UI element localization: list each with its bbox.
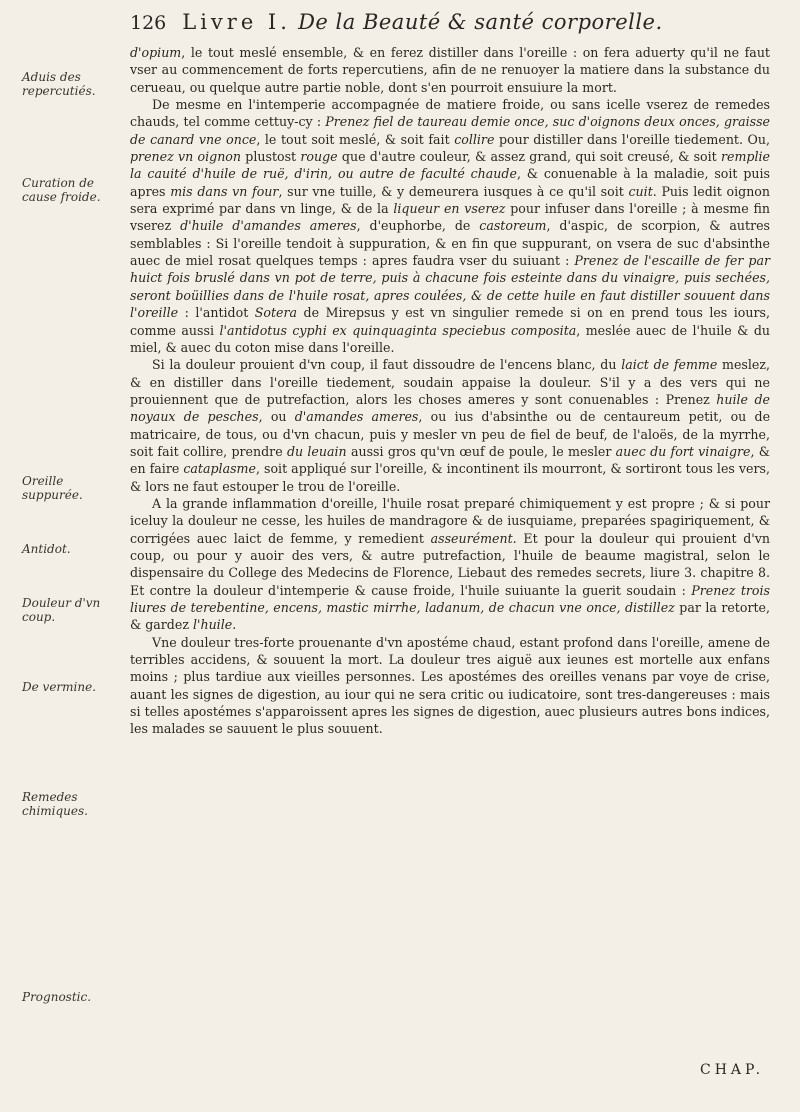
text-segment: meslez, & en distiller dans l'oreille tiedement, soudain appaise la douleur. S'il y a des vers qui ne prouiennent que de putrefaction, alors les choses ameres y sont conuenables : Prenez: [130, 357, 770, 407]
text-segment: plustost: [241, 149, 301, 165]
italic-text: auec du fort vinaigre: [615, 443, 751, 459]
italic-text: Prenez trois liures de terebentine, encens, mastic mirrhe, ladanum, de chacun vne once, distillez: [130, 582, 770, 615]
italic-text: huile de noyaux de pesches: [130, 391, 770, 425]
body-text: [130, 44, 770, 738]
margin-note: Douleur d'vn coup.: [22, 596, 101, 624]
text-segment: , soit appliqué sur l'oreille, & incontinent ils mourront, & sortiront tous les vers, & lors ne faut estouper le trou de l'oreille.: [130, 461, 770, 494]
paragraph: [130, 634, 770, 738]
italic-text: prenez vn oignon: [130, 149, 241, 165]
text-segment: Si la douleur prouient d'vn coup, il faut dissoudre de l'encens blanc, du: [152, 357, 622, 373]
italic-text: cataplasme: [183, 461, 256, 477]
italic-text: Prenez fiel de taureau demie once, suc d'oignons deux onces, graisse de canard vne once: [130, 114, 770, 147]
italic-text: Sotera: [254, 305, 298, 321]
italic-text: d'huile d'amandes ameres: [180, 218, 357, 234]
text-segment: : l'antidot: [178, 305, 255, 321]
text-segment: , le tout meslé ensemble, & en ferez distiller dans l'oreille : on fera aduerty qu'il ne faut vser au commencement de forts repercutiens, afin de ne renuoyer la matiere dans la substance du cerueau, ou quelque autre partie noble, dont s'en pourroit ensuiure la mort.: [130, 45, 770, 95]
text-segment: . Puis ledit oignon sera exprimé par dans vn linge, & de la: [130, 183, 771, 217]
italic-text: d'amandes ameres: [294, 409, 419, 425]
margin-note: De vermine.: [22, 680, 97, 694]
text-segment: pour distiller dans l'oreille tiedement. Ou,: [494, 131, 770, 147]
paragraph: [130, 356, 770, 495]
text-segment: . Et pour la douleur qui prouient d'vn coup, ou pour y auoir des vers, & autre putrefaction, l'huile de beaume magistral, selon le dispensaire du College des Medecins de Florence, Liebaut des remedes secrets, liure 3. chapitre 8. Et contre la douleur d'intemperie & cause froide, l'huile suiuante la guerit soudain :: [130, 530, 770, 598]
text-segment: par la retorte, & gardez: [130, 600, 770, 633]
text-segment: .: [232, 617, 237, 633]
text-segment: , meslée auec de l'huile & du miel, & auec du coton mise dans l'oreille.: [130, 322, 770, 355]
paragraph: [130, 96, 770, 356]
italic-text: laict de femme: [621, 357, 718, 373]
italic-text: rouge: [300, 149, 338, 165]
text-segment: , ou ius d'absinthe ou de centaureum petit, ou de matricaire, de tous, ou d'vn chacun, puis y mesler vn peu de fiel de beuf, de l'aloës, de la myrrhe, soit fait collire, prendre: [130, 409, 771, 459]
text-segment: de Mirepsus y est vn singulier remede si on en prend tous les iours, comme aussi: [130, 305, 770, 338]
italic-text: l'huile: [192, 617, 233, 633]
text-segment: aussi gros qu'vn œuf de poule, le mesler: [346, 443, 616, 459]
italic-text: cuit: [628, 183, 653, 199]
text-segment: que d'autre couleur, & assez grand, qui soit creusé, & soit: [337, 149, 721, 165]
margin-note: Curation de cause froide.: [22, 176, 101, 204]
italic-text: castoreum: [479, 218, 547, 234]
italic-text: Prenez de l'escaille de fer par huict fois bruslé dans vn pot de terre, puis à chacune fois esteinte dans du vinaigre, puis sechées, seront boüillies dans de l'huile rosat, apres coulées, & de cette huile en faut distiller souuent dans l'oreille: [130, 253, 771, 321]
margin-note: Prognostic.: [22, 990, 92, 1004]
margin-note: Oreille suppurée.: [22, 474, 83, 502]
margin-note: Antidot.: [22, 542, 71, 556]
italic-text: collire: [454, 131, 495, 147]
paragraph: [130, 44, 770, 96]
catchword: CHAP.: [700, 1062, 765, 1078]
text-segment: , le tout soit meslé, & soit fait: [256, 131, 455, 147]
text-segment: Vne douleur tres-forte prouenante d'vn apostéme chaud, estant profond dans l'oreille, amene de terribles accidens, & souuent la mort. La douleur tres aiguë aux ieunes est mortelle aux enfans moins ; plus tardiue aux vieilles personnes. Les apostémes des oreilles venans par voye de crise, auant les signes de digestion, au iour qui ne sera critic ou iudicatoire, sont tres-dangereuses : mais si telles apostémes s'apparoissent apres les signes de digestion, auec plusieurs autres bons indices, les malades se sauuent le plus souuent.: [130, 634, 770, 737]
italic-text: d'opium: [130, 45, 182, 60]
running-title: [182, 10, 662, 34]
text-segment: , sur vne tuille, & y demeurera iusques à ce qu'il soit: [278, 183, 629, 199]
text-segment: , d'aspic, de scorpion, & autres semblables : Si l'oreille tendoit à suppuration, & en fin que suppurant, on vsera de suc d'absinthe auec de miel rosat quelques temps : apres faudra vser du suiuant :: [130, 218, 770, 269]
italic-text: du leuain: [286, 443, 347, 459]
text-segment: A la grande inflammation d'oreille, l'huile rosat preparé chimiquement y est propre ; & si pour iceluy la douleur ne cesse, les huiles de mandragore & de iusquiame, preparées spagiriquement, & corrigées auec laict de femme, y remedient: [130, 495, 770, 546]
margin-note: Remedes chimiques.: [22, 790, 88, 818]
text-segment: , & conuenable à la maladie, soit puis apres: [130, 166, 770, 199]
paragraph: [130, 495, 770, 634]
text-segment: pour infuser dans l'oreille ; à mesme fin vserez: [130, 201, 770, 234]
page-number: 126: [130, 12, 167, 34]
text-segment: , ou: [258, 409, 295, 425]
italic-text: liqueur en vserez: [393, 201, 506, 217]
italic-text: mis dans vn four: [170, 183, 279, 199]
italic-text: asseurément: [430, 530, 513, 546]
running-title-book: Livre I.: [182, 10, 291, 34]
running-title-subject: De la Beauté & santé corporelle.: [298, 10, 663, 34]
running-header: [130, 10, 770, 34]
text-segment: , d'euphorbe, de: [356, 218, 480, 234]
text-segment: , & en faire: [130, 443, 771, 477]
italic-text: remplie la cauité d'huile de ruë, d'irin, ou autre de faculté chaude: [130, 149, 770, 182]
margin-note: Aduis des repercutiés.: [22, 70, 96, 98]
italic-text: l'antidotus cyphi ex quinquaginta speciebus composita: [219, 322, 577, 338]
text-segment: De mesme en l'intemperie accompagnée de matiere froide, ou sans icelle vserez de remedes chauds, tel comme cettuy-cy :: [130, 97, 770, 130]
